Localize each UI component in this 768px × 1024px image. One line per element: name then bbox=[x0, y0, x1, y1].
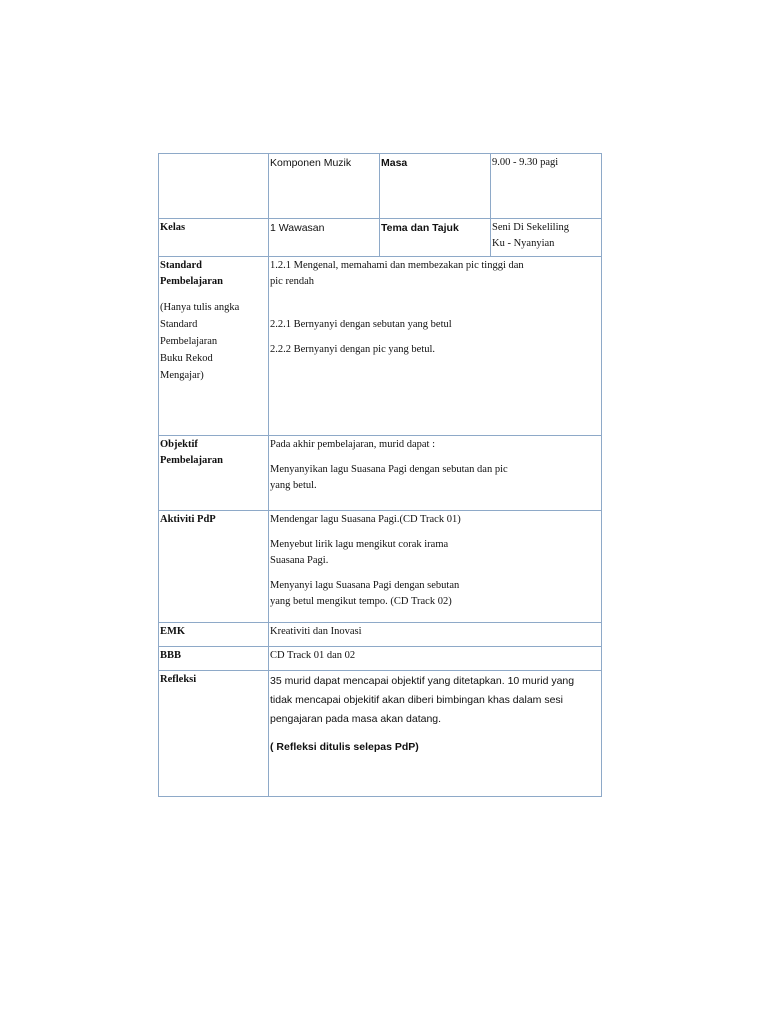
spacer bbox=[270, 453, 600, 462]
standard-item: 2.2.1 Bernyanyi dengan sebutan yang betul bbox=[270, 319, 452, 330]
empty-cell bbox=[159, 154, 269, 219]
standard-label-cell bbox=[159, 257, 269, 436]
reflection-row bbox=[159, 671, 602, 797]
class-value: 1 Wawasan bbox=[269, 219, 380, 257]
lesson-plan-table bbox=[158, 153, 602, 797]
time-value: 9.00 - 9.30 pagi bbox=[491, 154, 602, 219]
standard-content bbox=[269, 257, 602, 436]
spacer bbox=[160, 290, 267, 299]
spacer bbox=[270, 290, 600, 308]
class-row bbox=[159, 219, 602, 257]
reflection-text: 35 murid dapat mencapai objektif yang ditetapkan. 10 murid yang tidak mencapai objekitif akan diberi bimbingan khas dalam sesi pengajaran pada masa akan datang. bbox=[270, 675, 575, 725]
bbb-label: BBB bbox=[159, 647, 269, 671]
spacer bbox=[270, 333, 600, 342]
activity-row bbox=[159, 511, 602, 623]
activity-label: Aktiviti PdP bbox=[159, 511, 269, 623]
spacer bbox=[270, 528, 600, 537]
reflection-label: Refleksi bbox=[159, 671, 269, 797]
spacer bbox=[270, 308, 600, 317]
objective-text: Menyanyikan lagu Suasana Pagi dengan sebutan dan pic yang betul. bbox=[270, 464, 508, 491]
subject-row bbox=[159, 154, 602, 219]
spacer bbox=[270, 729, 600, 738]
activity-item: Menyanyi lagu Suasana Pagi dengan sebutan yang betul mengikut tempo. (CD Track 02) bbox=[270, 580, 460, 607]
standard-row bbox=[159, 257, 602, 436]
objective-row bbox=[159, 436, 602, 511]
objective-intro: Pada akhir pembelajaran, murid dapat : bbox=[270, 439, 436, 450]
objective-content bbox=[269, 436, 602, 511]
activity-item: Mendengar lagu Suasana Pagi.(CD Track 01) bbox=[270, 514, 461, 525]
class-label: Kelas bbox=[159, 219, 269, 257]
standard-item: 2.2.2 Bernyanyi dengan pic yang betul. bbox=[270, 344, 436, 355]
objective-label-cell bbox=[159, 436, 269, 511]
reflection-content bbox=[269, 671, 602, 797]
objective-label: Objektif Pembelajaran bbox=[160, 439, 223, 466]
subject-value: Komponen Muzik bbox=[269, 154, 380, 219]
emk-label: EMK bbox=[159, 623, 269, 647]
emk-row bbox=[159, 623, 602, 647]
standard-label: Standard Pembelajaran bbox=[160, 260, 223, 287]
standard-item: 1.2.1 Mengenal, memahami dan membezakan pic tinggi dan pic rendah bbox=[270, 260, 524, 287]
bbb-value: CD Track 01 dan 02 bbox=[269, 647, 602, 671]
time-label: Masa bbox=[380, 154, 491, 219]
theme-label: Tema dan Tajuk bbox=[380, 219, 491, 257]
activity-item: Menyebut lirik lagu mengikut corak irama Suasana Pagi. bbox=[270, 539, 449, 566]
emk-value: Kreativiti dan Inovasi bbox=[269, 623, 602, 647]
theme-value: Seni Di Sekeliling Ku - Nyanyian bbox=[491, 219, 602, 257]
bbb-row bbox=[159, 647, 602, 671]
reflection-note: ( Refleksi ditulis selepas PdP) bbox=[270, 741, 419, 753]
standard-note: (Hanya tulis angka Standard Pembelajaran Buku Rekod Mengajar) bbox=[160, 302, 240, 381]
activity-content bbox=[269, 511, 602, 623]
spacer bbox=[270, 569, 600, 578]
